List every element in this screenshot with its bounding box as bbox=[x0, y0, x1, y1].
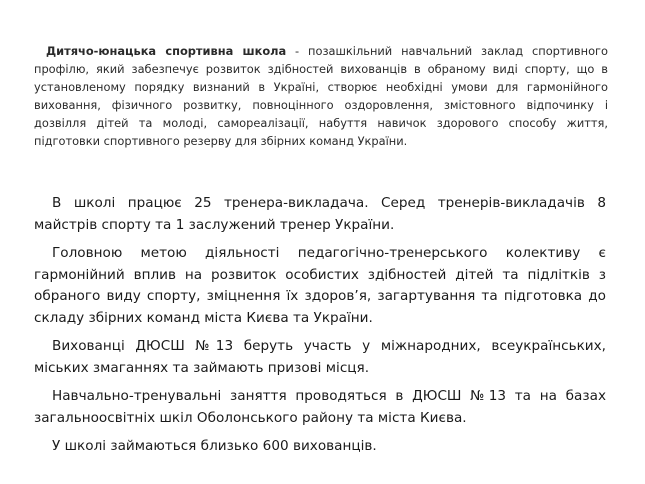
paragraph-competitions: Вихованці ДЮСШ №13 беруть участь у міжнародних, всеукраїнських, міських змаганнях та займають призові місця. bbox=[34, 338, 606, 376]
intro-definition: - позашкільний навчальний заклад спортивного профілю, який забезпечує розвиток здібностей вихованців в обраному виді спорту, що в установленому порядку визнаний в Україні, створює необхідні умови для гармонійного виховання, фізичного розвитку, повноцінного оздоровлення, змістовного відпочинку і дозвілля дітей та молоді, самореалізації, набуття навичок здорового способу життя, підготовки спортивного резерву для збірних команд України. bbox=[34, 44, 609, 148]
paragraph-training: Навчально-тренувальні заняття проводяться в ДЮСШ №13 та на базах загальноосвітніх шкіл Оболонського району та міста Києва. bbox=[34, 388, 606, 426]
paragraph-students: У школі займаються близько 600 вихованців. bbox=[52, 438, 377, 454]
paragraph-staff: В школі працює 25 тренера-викладача. Серед тренерів-викладачів 8 майстрів спорту та 1 заслужений тренер України. bbox=[34, 195, 606, 233]
paragraph-goal: Головною метою діяльності педагогічно-тренерського колективу є гармонійний вплив на розвиток особистих здібностей дітей та підлітків з обраного виду спорту, зміцнення їх здоров’я, загартування та підготовка до складу збірних команд міста Києва та України. bbox=[34, 245, 606, 326]
intro-paragraph bbox=[34, 42, 608, 150]
body-text bbox=[34, 193, 606, 465]
intro-term: Дитячо-юнацька спортивна школа bbox=[46, 44, 287, 58]
